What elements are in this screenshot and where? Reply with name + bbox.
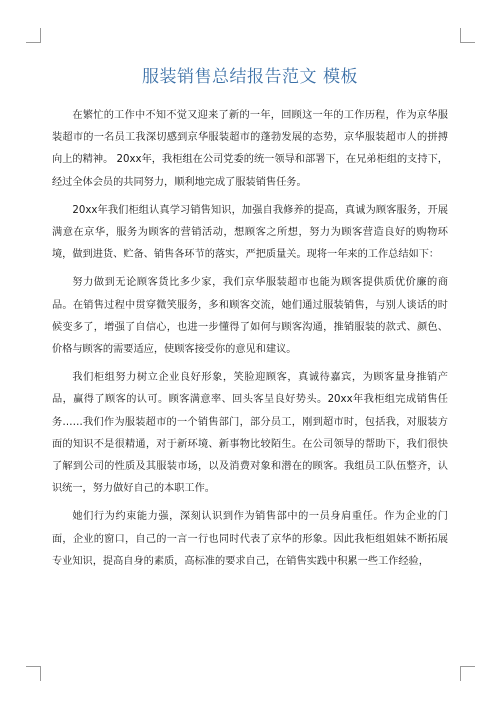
paragraph-4: 我们柜组努力树立企业良好形象，笑脸迎顾客，真诚待嘉宾，为顾客量身推销产品，赢得了顾客的认可。顾客满意率、回头客呈良好势头。20xx年我柜组完成销售任务……我们作为服装超市的一个销售部门，部分员工，刚到超市时，包括我，对服装方面的知识不是很精通，对于新环境、新事物比较陌生。在公司领导的帮助下，我们很快了解到公司的性质及其服装市场，以及消费对象和潜在的顾客。我组员工队伍整齐，认识统一，努力做好自己的本职工作。 [52,372,448,495]
crop-mark-bottom-right [460,666,475,681]
document-body [52,105,448,579]
crop-mark-top-left [26,28,41,43]
document-title: 服装销售总结报告范文 模板 [142,67,358,87]
paragraph-1: 在繁忙的工作中不知不觉又迎来了新的一年，回顾这一年的工作历程，作为京华服装超市的一名员工我深切感到京华服装超市的蓬勃发展的态势，京华服装超市人的拼搏向上的精神。 20xx年，我柜组在公司党委的统一领导和部署下，在兄弟柜组的支持下，经过全体会员的共同努力，顺利地完成了服装销售任务。 [52,110,448,188]
paragraph-2: 20xx年我们柜组认真学习销售知识，加强自我修养的提高，真诚为顾客服务，开展满意在京华，服务为顾客的营销活动，想顾客之所想，努力为顾客营造良好的购物环境，做到进货、贮备、销售各环节的落实，严把质量关。现将一年来的工作总结如下： [52,204,448,261]
paragraph-3: 努力做到无论顾客货比多少家，我们京华服装超市也能为顾客提供质优价廉的商品。在销售过程中贯穿微笑服务，多和顾客交流，她们通过服装销售，与别人谈话的时候变多了，增强了自信心，也进一步懂得了如何与顾客沟通，推销服装的款式、颜色、价格与顾客的需要适应，使顾客接受你的意见和建议。 [52,277,448,356]
paragraph-5: 她们行为约束能力强，深刻认识到作为销售部中的一员身肩重任。作为企业的门面，企业的窗口，自己的一言一行也同时代表了京华的形象。因此我柜组姐妹不断拓展专业知识，提高自身的素质，高标准的要求自己，在销售实践中积累一些工作经验， [52,511,448,567]
crop-mark-top-right [460,28,475,43]
crop-mark-bottom-left [26,666,41,681]
